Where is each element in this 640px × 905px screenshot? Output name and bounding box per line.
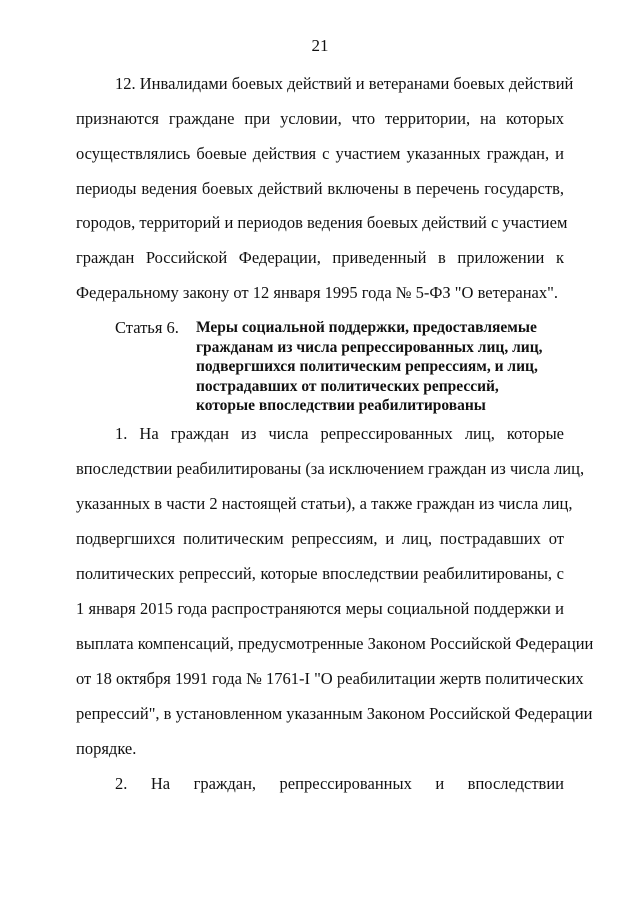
article-title [196,318,542,416]
article-title-line: гражданам из числа репрессированных лиц, лиц, [196,338,543,356]
paragraph-line: периоды ведения боевых действий включены в перечень государств, [76,179,564,198]
paragraph-line: Федеральному закону от 12 января 1995 года № 5-ФЗ "О ветеранах". [76,283,558,302]
page-number: 21 [311,36,329,55]
article-title-line: пострадавших от политических репрессий, [196,377,499,395]
article-title-line: подвергшихся политическим репрессиям, и лиц, [196,358,538,375]
paragraph-line: впоследствии реабилитированы (за исключением граждан из числа лиц, [76,459,585,478]
paragraph-line: указанных в части 2 настоящей статьи), а также граждан из числа лиц, [76,494,573,513]
article-label: Статья 6. [115,318,179,337]
paragraph-line: осуществлялись боевые действия с участием указанных граждан, и [76,144,564,163]
paragraph-line: политических репрессий, которые впоследствии реабилитированы, с [76,564,564,583]
paragraph-line: 1 января 2015 года распространяются меры социальной поддержки и [76,599,564,618]
paragraph-line: 12. Инвалидами боевых действий и ветеранами боевых действий [115,74,574,93]
paragraph-line: репрессий", в установленном указанным Законом Российской Федерации [76,704,593,723]
article-title-line: Меры социальной поддержки, предоставляемые [196,319,537,336]
paragraph-line: порядке. [76,739,137,758]
paragraph-line: граждан Российской Федерации, приведенный в приложении к [76,248,564,267]
article-title-line: которые впоследствии реабилитированы [196,397,486,414]
paragraph-line: городов, территорий и периодов ведения боевых действий с участием [76,213,568,232]
paragraph-line: признаются граждане при условии, что территории, на которых [76,109,564,128]
paragraph-line: 1. На граждан из числа репрессированных лиц, которые [115,424,564,443]
paragraph-line: подвергшихся политическим репрессиям, и лиц, пострадавших от [76,529,564,548]
paragraph-line: выплата компенсаций, предусмотренные Законом Российской Федерации [76,634,594,653]
paragraph-line: от 18 октября 1991 года № 1761-I "О реабилитации жертв политических [76,669,584,688]
paragraph-line: 2. На граждан, репрессированных и впоследствии [115,774,564,793]
